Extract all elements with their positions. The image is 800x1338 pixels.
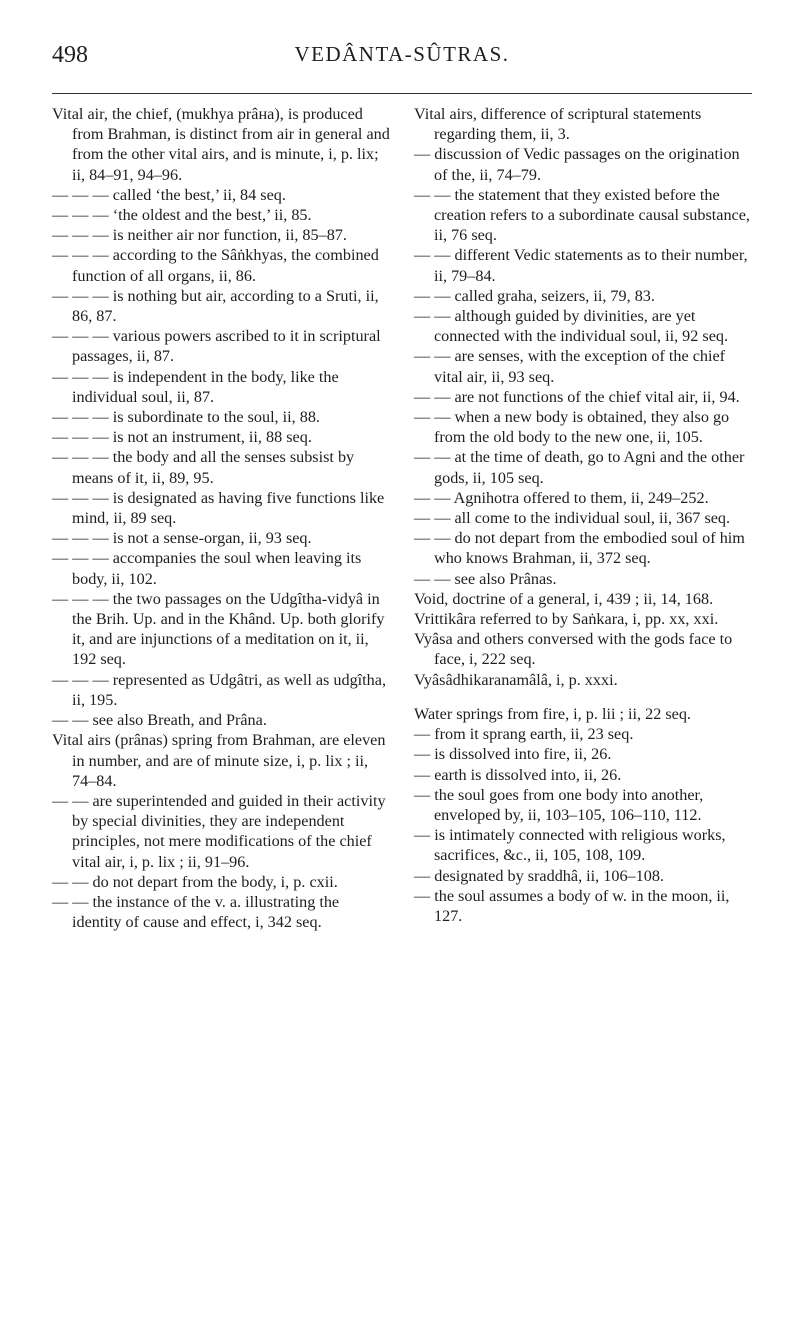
index-entry: Vital airs (prânas) spring from Brahman, are eleven in number, and are of minute size, i, p. lix ; ii, 74–84. bbox=[52, 731, 386, 790]
index-entry: — — at the time of death, go to Agni and the other gods, ii, 105 seq. bbox=[414, 448, 745, 487]
index-entry: Water springs from fire, i, p. lii ; ii, 22 seq. bbox=[414, 704, 691, 723]
index-entry: — — are senses, with the exception of the chief vital air, ii, 93 seq. bbox=[414, 347, 726, 386]
index-entry: Vital airs, difference of scriptural statements regarding them, ii, 3. bbox=[414, 105, 702, 144]
index-entry: — — different Vedic statements as to their number, ii, 79–84. bbox=[414, 246, 748, 285]
index-entry: — — the instance of the v. a. illustrating the identity of cause and effect, i, 342 seq. bbox=[52, 892, 340, 932]
index-entry: — — — is subordinate to the soul, ii, 88. bbox=[52, 408, 320, 427]
index-entry: — designated by sraddhâ, ii, 106–108. bbox=[414, 866, 664, 885]
index-entry: — — — accompanies the soul when leaving its body, ii, 102. bbox=[52, 549, 362, 588]
page-header bbox=[52, 42, 752, 82]
index-entry: — is dissolved into fire, ii, 26. bbox=[414, 745, 612, 764]
index-entry: — — when a new body is obtained, they also go from the old body to the new one, ii, 105. bbox=[414, 408, 730, 447]
index-entry: — — — the body and all the senses subsist by means of it, ii, 89, 95. bbox=[52, 448, 355, 487]
index-entry: — the soul assumes a body of w. in the moon, ii, 127. bbox=[414, 886, 730, 925]
index-entry: — — — is independent in the body, like the individual soul, ii, 87. bbox=[52, 367, 339, 406]
index-entry: — — — represented as Udgâtri, as well as udgîtha, ii, 195. bbox=[52, 670, 387, 709]
index-entry: — — — various powers ascribed to it in scriptural passages, ii, 87. bbox=[52, 327, 381, 366]
index-entry: — — see also Prânas. bbox=[414, 569, 557, 588]
index-entry: — the soul goes from one body into another, enveloped by, ii, 103–105, 106–110, 112. bbox=[414, 785, 704, 824]
index-entry: — — do not depart from the embodied soul of him who knows Brahman, ii, 372 seq. bbox=[414, 529, 745, 568]
index-entry: Vyâsâdhikaranamâlâ, i, p. xxxi. bbox=[414, 670, 618, 689]
index-column-left bbox=[52, 104, 390, 932]
index-entry: Vrittikâra referred to by Saṅkara, i, pp. xx, xxi. bbox=[414, 610, 719, 629]
index-entry: — — — is neither air nor function, ii, 85–87. bbox=[52, 226, 347, 245]
index-entry: — discussion of Vedic passages on the origination of the, ii, 74–79. bbox=[414, 145, 740, 184]
index-entry: — — Agnihotra offered to them, ii, 249–252. bbox=[414, 488, 709, 507]
index-entry: — — — is not an instrument, ii, 88 seq. bbox=[52, 428, 312, 447]
header-rule bbox=[52, 93, 752, 94]
index-entry: — from it sprang earth, ii, 23 seq. bbox=[414, 725, 634, 744]
running-title: VEDÂNTA-SÛTRAS. bbox=[294, 42, 510, 66]
index-entry: — — the statement that they existed before the creation refers to a subordinate causal substance, ii, 76 seq. bbox=[414, 185, 750, 245]
index-entry: — — see also Breath, and Prâna. bbox=[52, 711, 267, 730]
index-entry: — — all come to the individual soul, ii, 367 seq. bbox=[414, 509, 731, 528]
index-entry: — — are not functions of the chief vital air, ii, 94. bbox=[414, 387, 740, 406]
page-number: 498 bbox=[52, 42, 88, 68]
index-entry: — — — the two passages on the Udgîtha-vidyâ in the Brih. Up. and in the Khând. Up. both glorify it, and are injunctions of a meditation on it, ii, 192 seq. bbox=[52, 589, 385, 669]
index-entry: — — — according to the Sâṅkhyas, the combined function of all organs, ii, 86. bbox=[52, 246, 379, 285]
index-entry: — — although guided by divinities, are yet connected with the individual soul, ii, 92 seq. bbox=[414, 307, 729, 346]
index-entry: — earth is dissolved into, ii, 26. bbox=[414, 765, 622, 784]
index-entry: Void, doctrine of a general, i, 439 ; ii, 14, 168. bbox=[414, 589, 714, 608]
index-entry: Vyâsa and others conversed with the gods face to face, i, 222 seq. bbox=[414, 630, 733, 669]
index-column-right bbox=[414, 104, 752, 926]
index-entry: — — are superintended and guided in their activity by special divinities, they are independent principles, not mere modifications of the chief vital air, i, p. lix ; ii, 91–96. bbox=[52, 791, 386, 871]
index-entry: — is intimately connected with religious works, sacrifices, &c., ii, 105, 108, 109. bbox=[414, 826, 726, 865]
index-entry: — — — ‘the oldest and the best,’ ii, 85. bbox=[52, 206, 312, 225]
index-entry: Vital air, the chief, (mukhya prâнa), is produced from Brahman, is distinct from air in general and from the other vital airs, and is minute, i, p. lix; ii, 84–91, 94–96. bbox=[52, 105, 390, 184]
index-entry: — — — is nothing but air, according to a Sruti, ii, 86, 87. bbox=[52, 286, 379, 326]
index-entry: — — — is not a sense-organ, ii, 93 seq. bbox=[52, 529, 312, 548]
index-entry: — — — called ‘the best,’ ii, 84 seq. bbox=[52, 185, 286, 204]
index-entry: — — do not depart from the body, i, p. cxii. bbox=[52, 872, 338, 891]
index-entry: — — called graha, seizers, ii, 79, 83. bbox=[414, 286, 655, 305]
index-entry: — — — is designated as having five functions like mind, ii, 89 seq. bbox=[52, 488, 385, 528]
